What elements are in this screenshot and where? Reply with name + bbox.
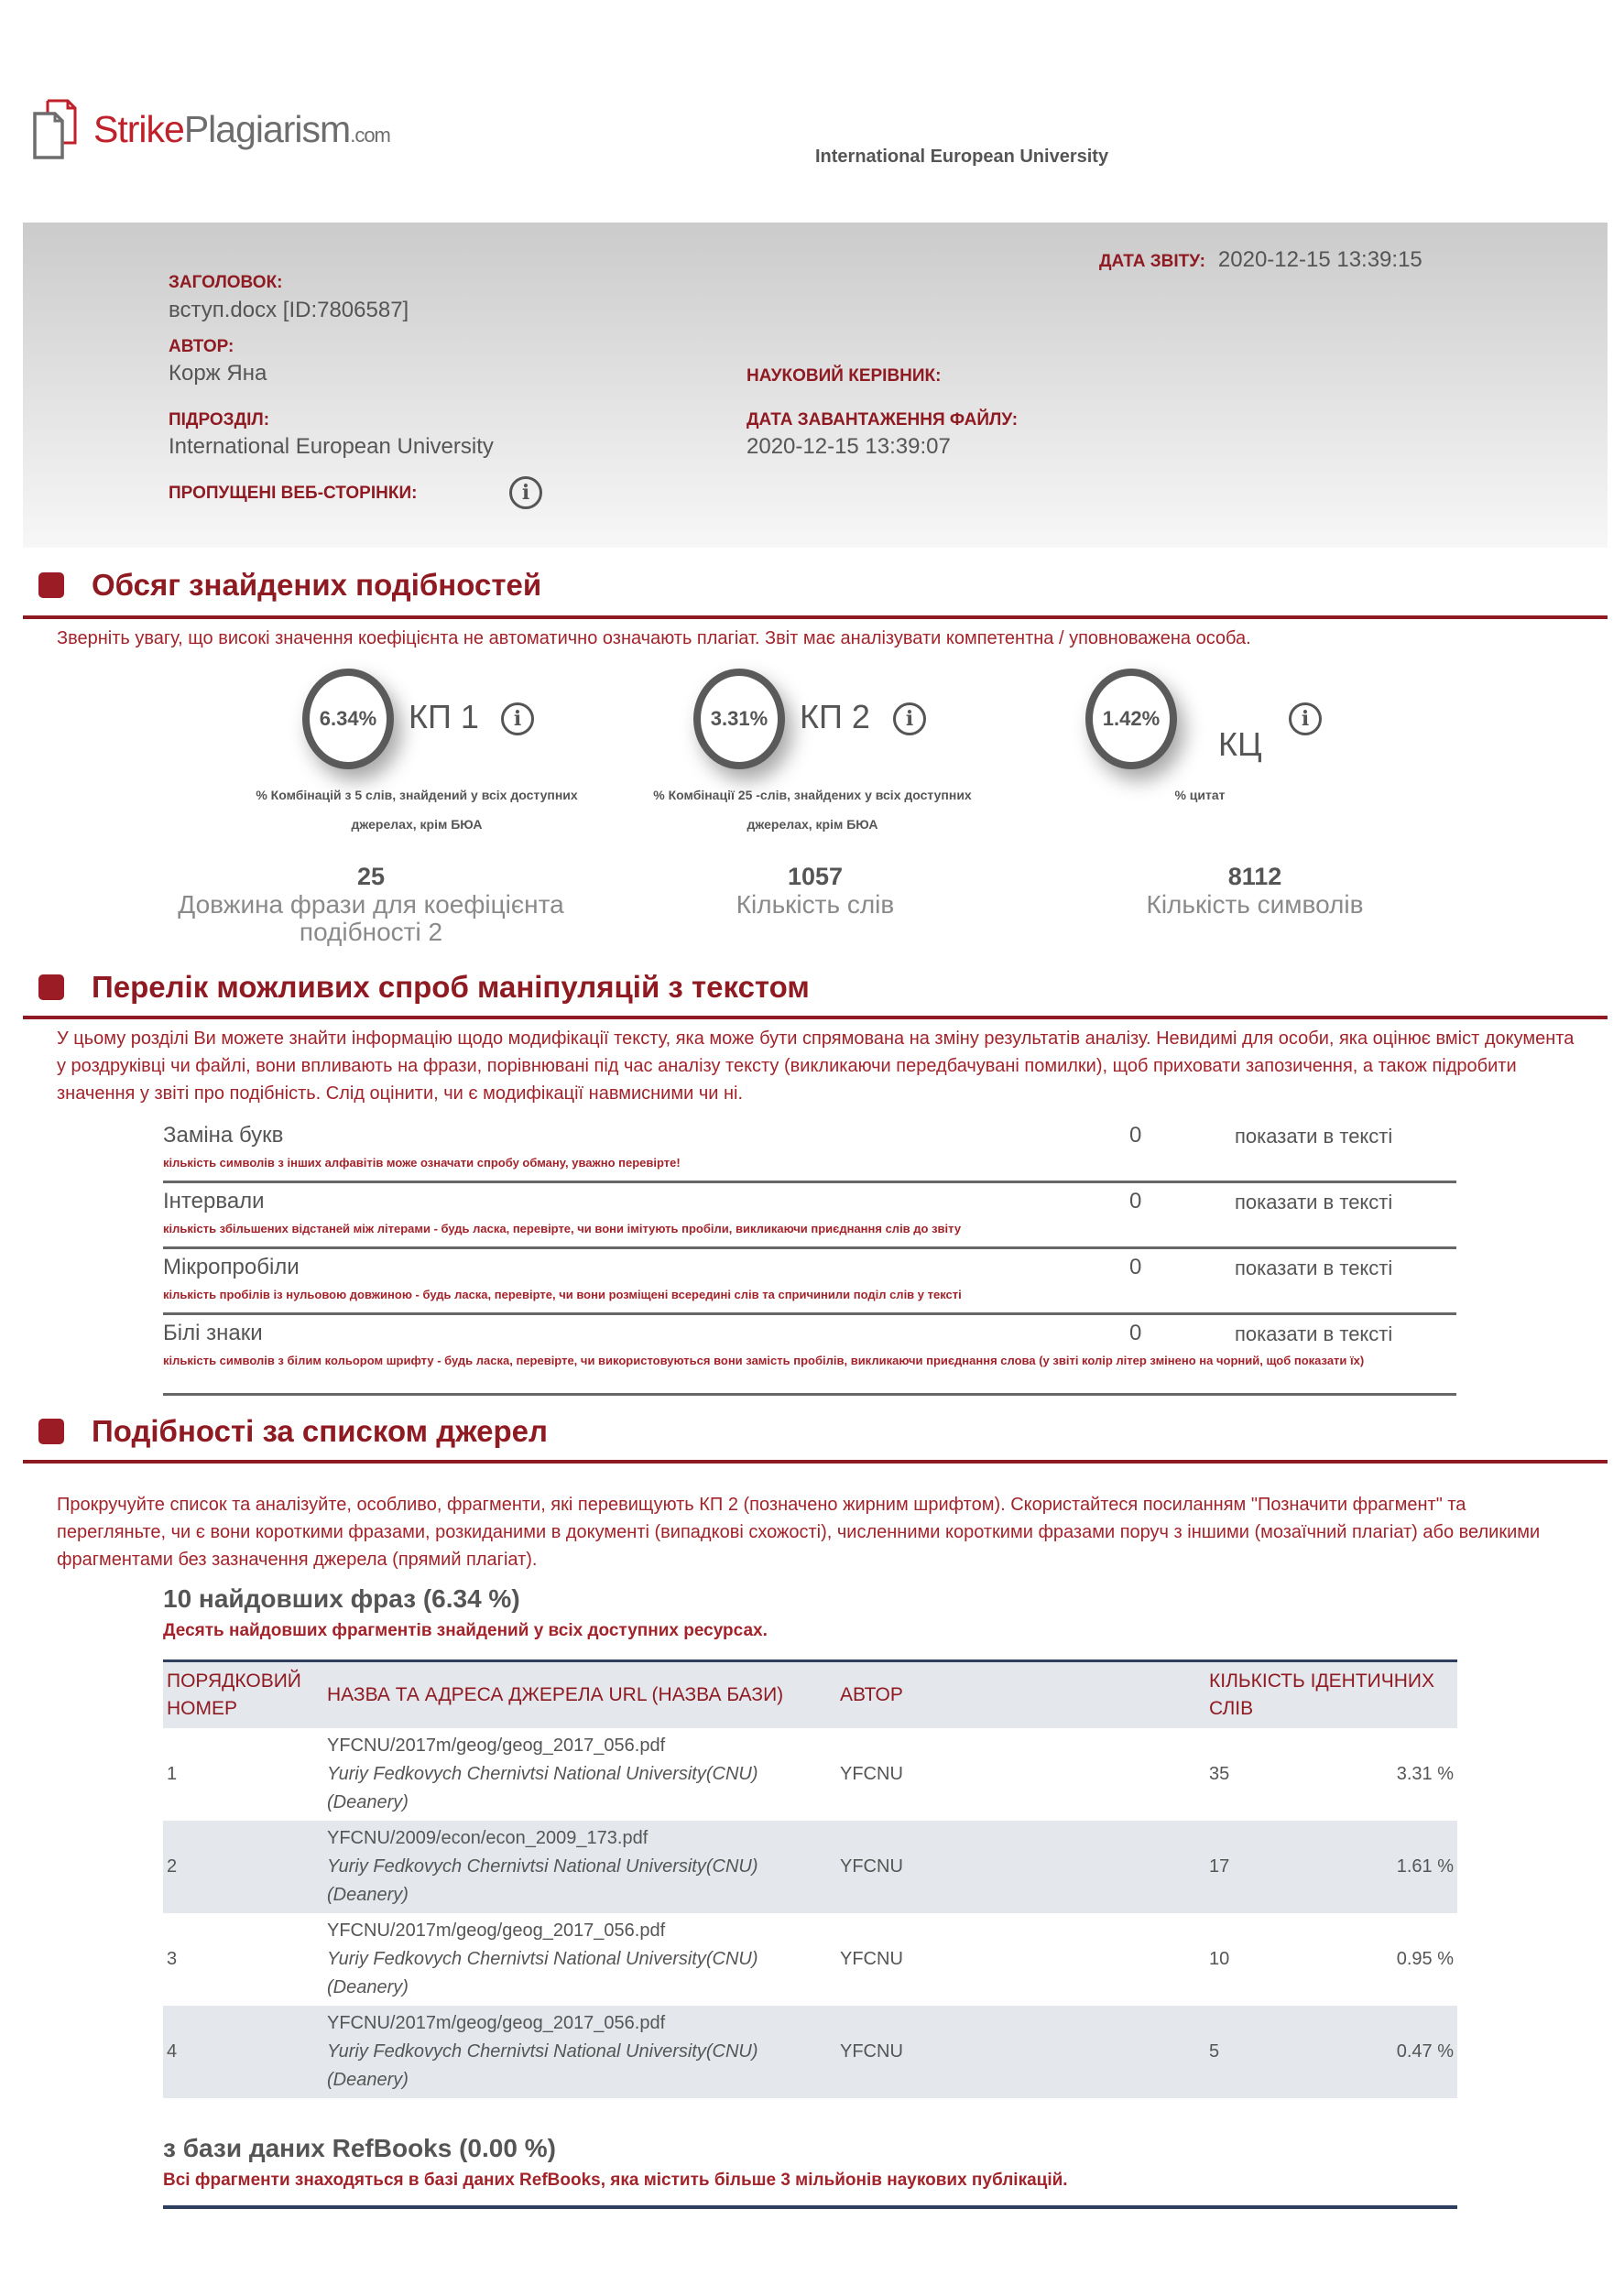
logo-strike: Strike <box>93 107 184 150</box>
stat-char-count <box>1099 863 1411 919</box>
source-database: Yuriy Fedkovych Chernivtsi National University(CNU) (Deanery) <box>327 1764 758 1812</box>
section-title: Перелік можливих спроб маніпуляцій з текстом <box>92 970 810 1004</box>
manipulation-name: Інтервали <box>163 1189 265 1213</box>
row-source <box>323 2006 836 2098</box>
source-path-link[interactable]: YFCNU/2017m/geog/geog_2017_056.pdf <box>327 1736 666 1756</box>
column-header-author: АВТОР <box>840 1684 903 1705</box>
stat-label: Кількість символів <box>1146 890 1364 919</box>
kp2-info-icon[interactable]: i <box>893 702 926 735</box>
column-header-identical-words: КІЛЬКІСТЬ ІДЕНТИЧНИХ СЛІВ <box>1209 1670 1435 1719</box>
author-value: Корж Яна <box>169 361 267 386</box>
manipulation-row <box>163 1117 1456 1183</box>
manipulation-description: кількість збільшених відстаней між літерами - будь ласка, перевірте, чи вони імітують пробіли, викликаючи приєднання слів до звіту <box>163 1222 962 1235</box>
gauge-kc-description <box>1108 780 1292 810</box>
manipulation-row <box>163 1249 1456 1315</box>
show-in-text-link[interactable]: показати в тексті <box>1235 1257 1393 1279</box>
manipulation-name: Мікропробіли <box>163 1255 300 1279</box>
gauge-kc: 1.42% <box>1085 669 1177 769</box>
row-author: YFCNU <box>840 2041 903 2062</box>
row-author: YFCNU <box>840 1856 903 1877</box>
department-value: International European University <box>169 434 494 459</box>
manipulation-name: Заміна букв <box>163 1123 284 1148</box>
upload-date-label: ДАТА ЗАВАНТАЖЕННЯ ФАЙЛУ: <box>747 410 1019 430</box>
manipulation-count: 0 <box>1129 1123 1142 1148</box>
info-icon[interactable]: i <box>509 476 542 509</box>
section-divider <box>23 1460 1608 1464</box>
row-source <box>323 1821 836 1913</box>
manipulation-count: 0 <box>1129 1255 1142 1279</box>
row-word-count: 5 <box>1209 2041 1220 2062</box>
manipulation-name: Білі знаки <box>163 1321 263 1345</box>
row-number: 3 <box>167 1949 178 1969</box>
manipulation-row <box>163 1315 1456 1396</box>
section-divider <box>23 615 1608 619</box>
logo-com: .com <box>350 123 390 147</box>
stat-word-count <box>669 863 962 919</box>
row-number: 4 <box>167 2041 178 2062</box>
section-title: Подібності за списком джерел <box>92 1414 548 1448</box>
top-phrases-subtitle: Десять найдовших фрагментів знайдений у всіх доступних ресурсах. <box>163 1621 768 1640</box>
row-word-count: 35 <box>1209 1764 1230 1784</box>
institution-name: International European University <box>815 147 1109 167</box>
source-path-link[interactable]: YFCNU/2017m/geog/geog_2017_056.pdf <box>327 1921 666 1941</box>
source-database: Yuriy Fedkovych Chernivtsi National University(CNU) (Deanery) <box>327 1949 758 1997</box>
kc-info-icon[interactable]: i <box>1289 702 1322 735</box>
gauge-kp1-desc-line2: джерелах, крім БЮА <box>351 817 483 832</box>
table-row <box>163 1821 1457 1913</box>
show-in-text-link[interactable]: показати в тексті <box>1235 1125 1393 1148</box>
gauge-kp1-label: КП 1 <box>409 698 479 735</box>
gauge-kc-label: КЦ <box>1218 725 1262 763</box>
stat-number: 1057 <box>787 863 844 890</box>
supervisor-label: НАУКОВИЙ КЕРІВНИК: <box>747 366 942 386</box>
manipulation-row <box>163 1183 1456 1249</box>
section-title: Обсяг знайдених подібностей <box>92 568 542 602</box>
sources-note: Прокручуйте список та аналізуйте, особливо, фрагменти, які перевищують КП 2 (позначено жирним шрифтом). Скористайтеся посиланням "Позначити фрагмент" та перегляньте, чи є вони короткими фразами, розкиданими в документі (випадкові схожості), численними короткими фразами поруч з іншими (мозаїчний плагіат) або великими фрагментами без зазначення джерела (прямий плагіат). <box>57 1495 1541 1570</box>
gauge-kc-desc-line1: % цитат <box>1174 788 1226 802</box>
row-number: 2 <box>167 1856 178 1877</box>
row-number: 1 <box>167 1764 178 1784</box>
row-author: YFCNU <box>840 1764 903 1784</box>
gauge-kp1-description <box>234 780 600 839</box>
section-header-manipulation <box>38 968 1608 1007</box>
skipped-pages-label: ПРОПУЩЕНІ ВЕБ-СТОРІНКИ: <box>169 484 418 503</box>
row-source <box>323 1728 836 1821</box>
sources-table <box>163 1659 1457 2098</box>
title-label: ЗАГОЛОВОК: <box>169 273 283 292</box>
section-header-sources <box>38 1412 1608 1451</box>
gauge-kp2: 3.31% <box>693 669 785 769</box>
gauge-kp2-desc-line1: % Комбінації 25 -слів, знайдених у всіх доступних <box>653 788 972 802</box>
manipulation-count: 0 <box>1129 1189 1142 1213</box>
refbooks-title: з бази даних RefBooks (0.00 %) <box>163 2134 556 2162</box>
row-source <box>323 1913 836 2006</box>
row-word-count: 10 <box>1209 1949 1230 1969</box>
gauge-kp2-desc-line2: джерелах, крім БЮА <box>747 817 878 832</box>
row-percent: 0.95 % <box>1396 1949 1454 1969</box>
upload-date-value: 2020-12-15 13:39:07 <box>747 434 951 459</box>
row-percent: 0.47 % <box>1396 2041 1454 2062</box>
stat-number: 8112 <box>1227 863 1282 890</box>
source-path-link[interactable]: YFCNU/2017m/geog/geog_2017_056.pdf <box>327 2013 666 2033</box>
strikeplagiarism-logo <box>33 99 390 159</box>
manipulation-note: У цьому розділі Ви можете знайти інформацію щодо модифікації тексту, яка може бути спрямована на зміну результатів аналізу. Невидимі для особи, яка оцінює вміст документа у роздруківці чи файлі, вони впливають на фрази, порівнювані під час аналізу тексту (викликаючи передбачувані помилки), щоб приховати запозичення, а також підробити значення у звіті про подібність. Слід оцінити, чи є модифікації навмисними чи ні. <box>57 1028 1575 1104</box>
top-phrases-title: 10 найдовших фраз (6.34 %) <box>163 1584 520 1613</box>
show-in-text-link[interactable]: показати в тексті <box>1235 1191 1393 1213</box>
table-row <box>163 2006 1457 2098</box>
department-label: ПІДРОЗДІЛ: <box>169 410 270 430</box>
gauge-kp1: 6.34% <box>302 669 394 769</box>
row-word-count: 17 <box>1209 1856 1230 1877</box>
manipulation-count: 0 <box>1129 1321 1142 1345</box>
report-date-value: 2020-12-15 13:39:15 <box>1217 247 1422 272</box>
report-date-label: ДАТА ЗВІТУ: <box>1099 252 1205 271</box>
table-row <box>163 1913 1457 2006</box>
manipulation-description: кількість пробілів із нульовою довжиною - будь ласка, перевірте, чи вони розміщені всередині слів та спричинили поділ слів у тексті <box>163 1288 962 1301</box>
column-header-source: НАЗВА ТА АДРЕСА ДЖЕРЕЛА URL (НАЗВА БАЗИ) <box>327 1684 784 1705</box>
refbooks-divider <box>163 2205 1457 2209</box>
manipulation-table <box>163 1117 1456 1396</box>
row-percent: 3.31 % <box>1396 1764 1454 1784</box>
gauge-kp2-label: КП 2 <box>800 698 870 735</box>
stat-number: 25 <box>356 863 386 890</box>
manipulation-description: кількість символів з білим кольором шрифту - будь ласка, перевірте, чи використовуються вони замість пробілів, викликаючи приєднання слова (у звіті колір літер змінено на чорний, щоб показати їх) <box>163 1354 1365 1367</box>
source-database: Yuriy Fedkovych Chernivtsi National University(CNU) (Deanery) <box>327 2041 758 2090</box>
row-author: YFCNU <box>840 1949 903 1969</box>
title-value: вступ.docx [ID:7806587] <box>169 298 409 322</box>
sources-table-wrapper <box>163 1659 1457 2098</box>
gauge-kp2-description <box>625 780 1000 839</box>
similarity-note: Зверніть увагу, що високі значення коефіцієнта не автоматично означають плагіат. Звіт має аналізувати компетентна / уповноважена особа. <box>57 628 1251 648</box>
section-bullet-icon <box>38 974 64 1000</box>
section-divider <box>23 1016 1608 1019</box>
show-in-text-link[interactable]: показати в тексті <box>1235 1322 1393 1345</box>
refbooks-subtitle: Всі фрагменти знаходяться в базі даних RefBooks, яка містить більше 3 мільйонів наукових публікацій. <box>163 2171 1068 2190</box>
stat-phrase-length <box>147 863 595 946</box>
author-label: АВТОР: <box>169 337 234 356</box>
table-header-row <box>163 1661 1457 1729</box>
logo-plagiarism: Plagiarism <box>183 107 351 150</box>
gauge-kp1-desc-line1: % Комбінацій з 5 слів, знайдений у всіх доступних <box>256 788 578 802</box>
section-header-similarity <box>38 566 1608 604</box>
source-database: Yuriy Fedkovych Chernivtsi National University(CNU) (Deanery) <box>327 1856 758 1905</box>
kp1-info-icon[interactable]: i <box>501 702 534 735</box>
column-header-number: ПОРЯДКОВИЙ НОМЕР <box>167 1670 301 1719</box>
manipulation-description: кількість символів з інших алфавітів може означати спробу обману, уважно перевірте! <box>163 1156 681 1170</box>
section-bullet-icon <box>38 1419 64 1444</box>
section-bullet-icon <box>38 572 64 598</box>
report-date <box>1099 247 1422 273</box>
row-percent: 1.61 % <box>1396 1856 1454 1877</box>
table-row <box>163 1728 1457 1821</box>
stat-label: Кількість слів <box>736 890 895 919</box>
documents-icon <box>33 99 86 159</box>
stat-label: Довжина фрази для коефіцієнта подібності 2 <box>178 890 564 946</box>
source-path-link[interactable]: YFCNU/2009/econ/econ_2009_173.pdf <box>327 1828 649 1848</box>
